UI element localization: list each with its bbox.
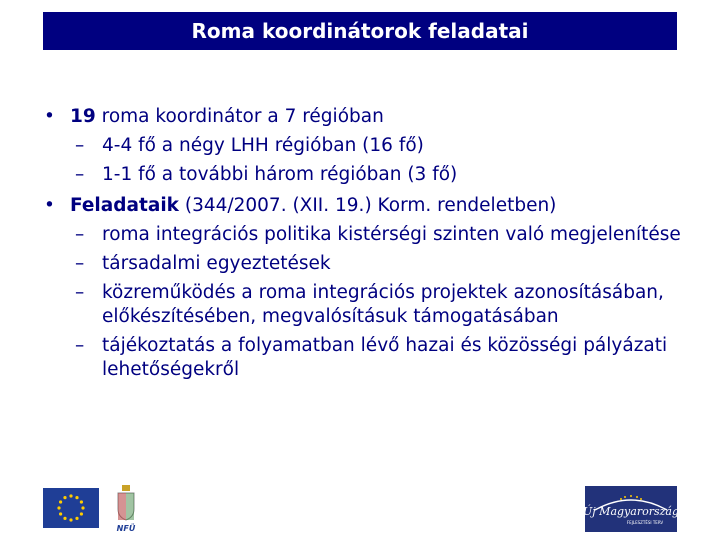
fejlesztesi-terv-text: FEJLESZTÉSI TERV [626, 520, 664, 525]
sub-bullet-text: 1-1 fő a további három régióban (3 fő) [102, 164, 458, 185]
eu-flag-icon [43, 488, 99, 528]
sub-bullet-text: közreműködés a roma integrációs projektek azonosításában, előkészítésében, megvalósításuk támogatásában [102, 282, 664, 327]
hungarian-coat-of-arms-icon [112, 484, 140, 534]
bullet-item-text: (344/2007. (XII. 19.) Korm. rendeletben) [178, 195, 557, 216]
bullet-item-bold: Feladataik [70, 195, 179, 216]
dash-icon: – [75, 282, 85, 303]
sub-bullet-item [40, 252, 690, 276]
bullet-item [40, 102, 690, 131]
footer-logos [0, 480, 720, 540]
sub-bullet-item [40, 281, 690, 329]
sub-bullet-item [40, 163, 690, 187]
sub-bullet-text: roma integrációs politika kistérségi szinten való megjelenítése [102, 224, 681, 245]
slide-title [43, 12, 677, 50]
bullet-item-text: roma koordinátor a 7 régióban [95, 106, 384, 127]
bullet-item [40, 191, 690, 220]
sub-bullet-item [40, 334, 690, 382]
slide-title-text: Roma koordinátorok feladatai [191, 19, 529, 43]
bullet-item-bold: 19 [70, 106, 96, 127]
sub-bullet-item [40, 223, 690, 247]
dash-icon: – [75, 135, 85, 156]
sub-bullet-text: társadalmi egyeztetések [102, 253, 331, 274]
eu-stars-icon [43, 488, 99, 528]
dash-icon: – [75, 224, 85, 245]
nfu-label: NFÜ [116, 524, 136, 533]
uj-magyarorszag-text: Új Magyarország [585, 505, 677, 518]
dash-icon: – [75, 253, 85, 274]
uj-magyarorszag-logo [585, 486, 677, 532]
dash-icon: – [75, 164, 85, 185]
bullet-dot-icon: • [44, 106, 55, 127]
dash-icon: – [75, 335, 85, 356]
sub-bullet-text: 4-4 fő a négy LHH régióban (16 fő) [102, 135, 424, 156]
sub-bullet-item [40, 134, 690, 158]
bullet-dot-icon: • [44, 195, 55, 216]
bullet-list [40, 102, 690, 382]
sub-bullet-text: tájékoztatás a folyamatban lévő hazai és közösségi pályázati lehetőségekről [102, 335, 668, 380]
